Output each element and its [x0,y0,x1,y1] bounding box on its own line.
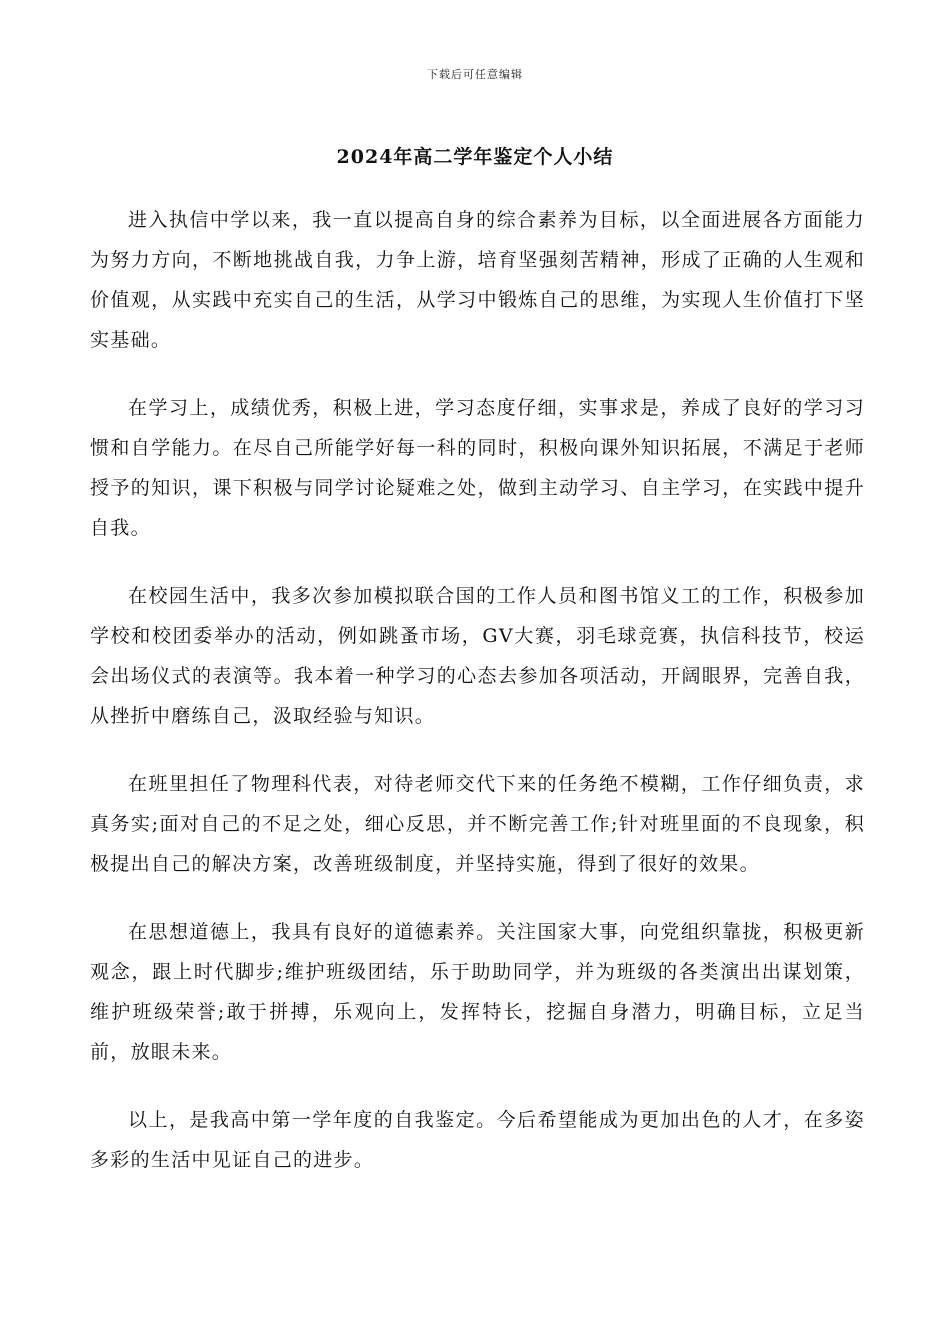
document-body [90,200,865,1208]
paragraph-study: 在学习上，成绩优秀，积极上进，学习态度仔细，实事求是，养成了良好的学习习惯和自学能力。在尽自己所能学好每一科的同时，积极向课外知识拓展，不满足于老师授予的知识，课下积极与同学讨论疑难之处，做到主动学习、自主学习，在实践中提升自我。 [90,397,865,539]
paragraph-campus-life: 在校园生活中，我多次参加模拟联合国的工作人员和图书馆义工的工作，积极参加学校和校团委举办的活动，例如跳蚤市场，GV大赛，羽毛球竞赛，执信科技节，校运会出场仪式的表演等。我本着一种学习的心态去参加各项活动，开阔眼界，完善自我，从挫折中磨练自己，汲取经验与知识。 [90,585,865,727]
paragraph-morality: 在思想道德上，我具有良好的道德素养。关注国家大事，向党组织靠拢，积极更新观念，跟上时代脚步;维护班级团结，乐于助助同学，并为班级的各类演出出谋划策，维护班级荣誉;敢于拼搏，乐观向上，发挥特长，挖掘自身潜力，明确目标，立足当前，放眼未来。 [90,921,865,1063]
paragraph-intro: 进入执信中学以来，我一直以提高自身的综合素养为目标，以全面进展各方面能力为努力方向，不断地挑战自我，力争上游，培育坚强刻苦精神，形成了正确的人生观和价值观，从实践中充实自己的生活，从学习中锻炼自己的思维，为实现人生价值打下坚实基础。 [90,209,865,351]
document-title: 2024年高二学年鉴定个人小结 [336,146,614,168]
header-note: 下载后可任意编辑 [427,68,523,81]
paragraph-conclusion: 以上，是我高中第一学年度的自我鉴定。今后希望能成为更加出色的人才，在多姿多彩的生活中见证自己的进步。 [90,1109,865,1171]
paragraph-class-duty: 在班里担任了物理科代表，对待老师交代下来的任务绝不模糊，工作仔细负责，求真务实;面对自己的不足之处，细心反思，并不断完善工作;针对班里面的不良现象，积极提出自己的解决方案，改善班级制度，并坚持实施，得到了很好的效果。 [90,773,865,875]
